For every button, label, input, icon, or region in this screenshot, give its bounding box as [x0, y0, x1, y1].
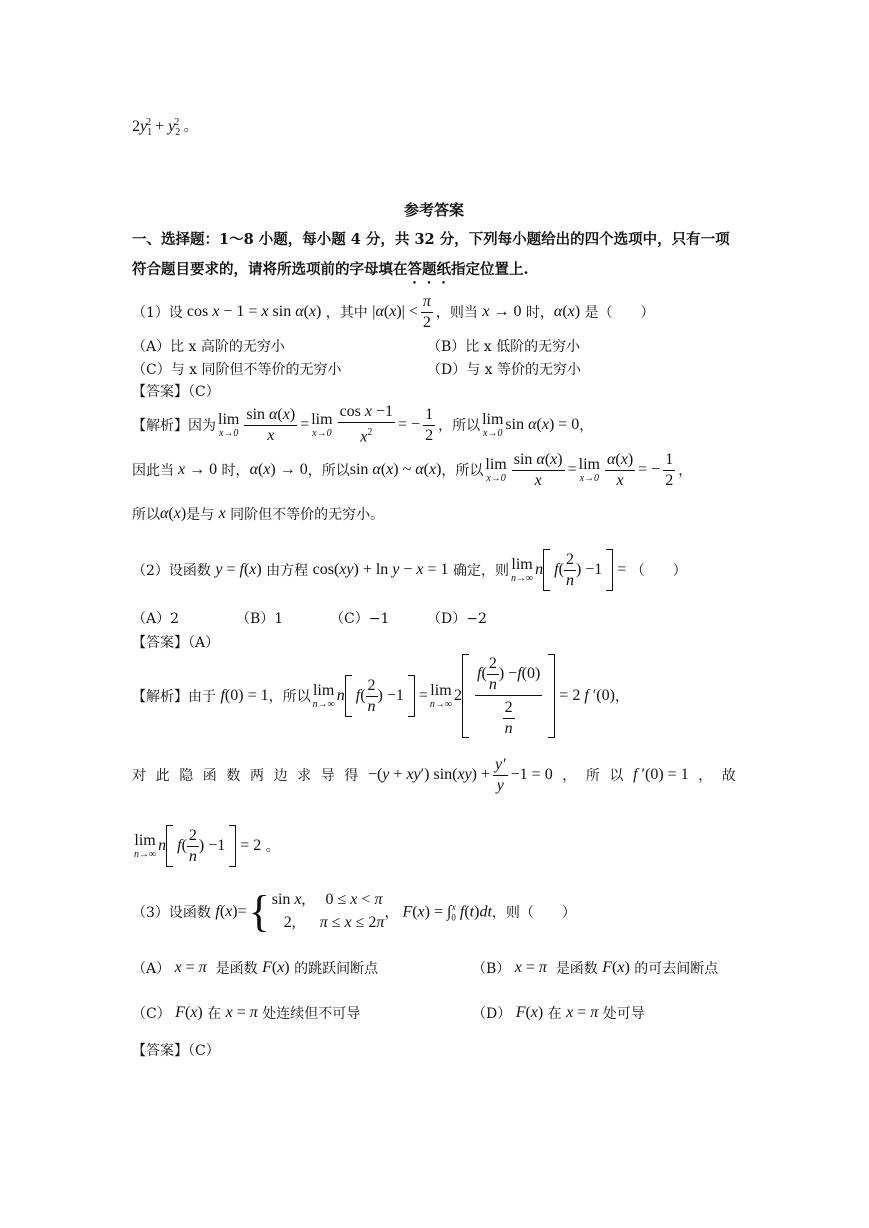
top-formula-fragment: $2y_1^2 + y_2^2$ 。 [132, 117, 198, 138]
q1-option-b: （B）比 x 低阶的无穷小 [427, 339, 581, 355]
q3-option-c: （C） F(x) 在 x = π 处连续但不可导 [132, 1004, 361, 1022]
q2-option-d: （D）−2 [427, 611, 487, 627]
top-fragment-end: 。 [183, 119, 198, 135]
q2-stem: （2）设函数 y = f(x) 由方程 cos(xy) + ln y − x = 1 确定，则 lim n→∞ n f( $\frac{2}{n}$ ) −1 = （ ） [132, 546, 687, 594]
q1-option-c: （C）与 x 同阶但不等价的无穷小 [132, 362, 342, 378]
q2-solution-line1: 【解析】 由于 f(0) = 1 ，所以 lim n→∞ n f( $\frac{2}{n}$ ) −1 = lim n→∞ 2 f ( $\frac{2}{n}$ ) − f (0) $\frac{2}{n}$ = 2 f ′(0) ， [132, 654, 629, 737]
q2-option-c: （C）−1 [330, 611, 390, 627]
q1-option-a: （A）比 x 高阶的无穷小 [132, 339, 285, 355]
q3-stem: （3）设函数 f(x)= { sin x, 0 ≤ x < π 2, π ≤ x ≤ 2π ， $F(x) = \int_0^x$ f(t)dt ，则（ ） [132, 887, 576, 936]
q2-solution-line3: lim n→∞ n f( $\frac{2}{n}$ ) −1 = 2 。 [132, 822, 280, 870]
q1-answer: 【答案】（C） [132, 384, 220, 400]
section-header-line1: 一、选择题：1～8 小题，每小题 4 分，共 32 分，下列每小题给出的四个选项中，只有一项 [132, 231, 730, 248]
q1-solution-line3: 所以 α (x) 是与 x 同阶但不等价的无穷小。 [132, 505, 385, 523]
q1-solution-line2: 因此当 x → 0 时， α (x) → 0 ，所以 sin α(x) ~ α(x) ，所以 lim x→0 $\frac{\text{sin α(x)}}{x}$ = lim x→0 $\frac{\alpha(x)}{x}$ = − $\frac{1}{2}$ ， [132, 450, 693, 489]
section-header-line2 [132, 258, 529, 287]
q1-solution-line1: 【解析】 因为 lim x→0 $\frac{\text{sin α(x)}}{x}$ = lim x→0 $\frac{\text{cos x −1}}{x^2}$ = − $\frac{1}{2}$ ，所以 lim x→0 sin α(x) = 0 ， [132, 403, 594, 446]
q3-option-d: （D） F(x) 在 x = π 处可导 [472, 1004, 645, 1022]
section-line2-b: 答题纸 [407, 261, 451, 278]
q2-option-a: （A）2 [132, 611, 180, 627]
q2-solution-label: 【解析】 [132, 689, 188, 705]
q1-solution-label: 【解析】 [132, 418, 188, 434]
q3-option-b: （B） x = π 是函数 F(x) 的可去间断点 [472, 959, 719, 977]
q3-option-a: （A） x = π 是函数 F(x) 的跳跃间断点 [132, 959, 379, 977]
section-line2-a: 符合题目要求的，请将所选项前的字母填在 [132, 261, 408, 278]
q1-stem: （1）设 cos x − 1 = x sin α ( x ) ，其中 | α ( x )| < $\frac{\pi}{2}$ ，则当 x → 0 时， α ( x ) 是（ ） [132, 292, 655, 331]
q1-option-d: （D）与 x 等价的无穷小 [427, 362, 582, 378]
q2-option-b: （B）1 [236, 611, 284, 627]
q3-answer: 【答案】（C） [132, 1043, 220, 1059]
q2-solution-line2: 对 此 隐 函 数 两 边 求 导 得 −(y + xy′) sin(xy) + $\frac{y'}{y}$ −1 = 0 ， 所 以 f ′(0) = 1 ， 故 [132, 755, 736, 794]
page-title: 参考答案 [404, 201, 465, 219]
q2-answer: 【答案】（A） [132, 635, 220, 651]
section-line2-c: 指定位置上. [451, 261, 529, 278]
